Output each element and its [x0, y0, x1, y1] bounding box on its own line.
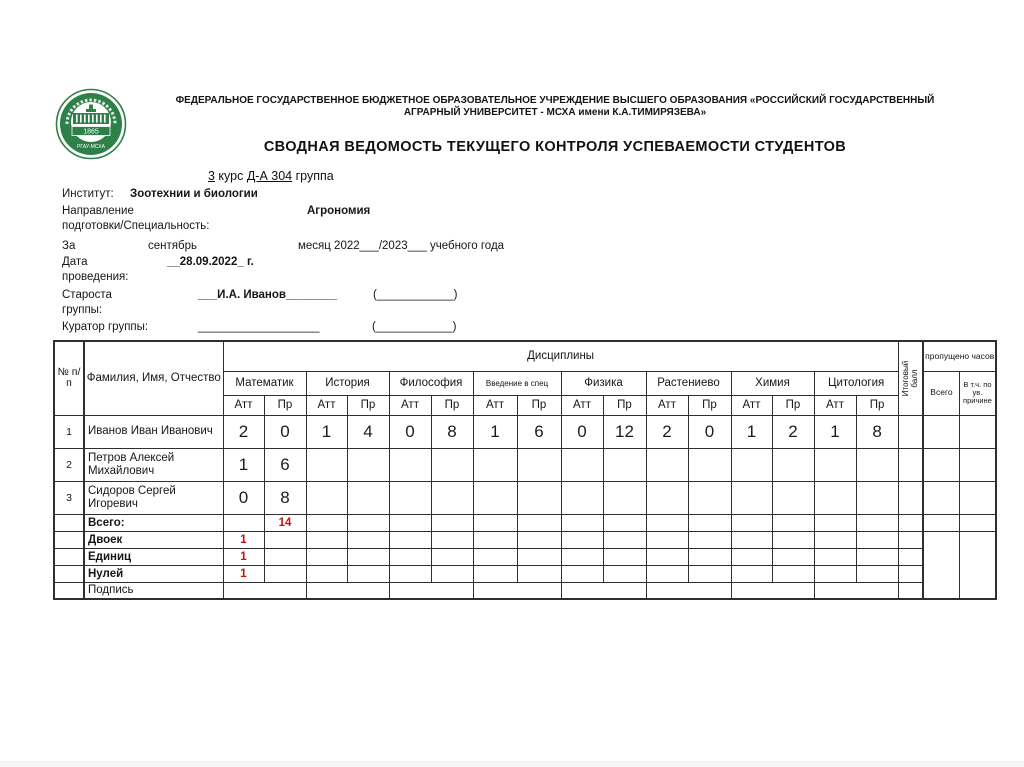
group-code: Д-А 304: [246, 169, 293, 183]
grade-cell: [688, 448, 731, 481]
summary-cell: [389, 531, 431, 548]
summary-cell: [431, 565, 473, 582]
grade-cell: 1: [814, 415, 856, 448]
header-att: Атт: [306, 395, 347, 415]
grade-cell: [856, 448, 898, 481]
signature-cell: [473, 582, 561, 599]
grade-cell: [306, 481, 347, 514]
summary-cell: [814, 531, 856, 548]
student-number: 2: [54, 448, 84, 481]
starosta-value: ___И.А. Иванов________: [198, 289, 338, 301]
summary-cell: [561, 565, 603, 582]
grade-cell: 6: [264, 448, 306, 481]
summary-cell: [688, 514, 731, 531]
starosta-label-line1: Староста: [62, 289, 112, 301]
signature-cell: [814, 582, 898, 599]
header-missed-excused: В т.ч. по ув. причине: [959, 371, 996, 415]
group-word: группа: [292, 169, 334, 183]
grade-cell: [731, 481, 772, 514]
header-discipline-chemistry: Химия: [731, 371, 814, 395]
summary-cell: [688, 531, 731, 548]
grade-cell: 8: [431, 415, 473, 448]
header-total-score-text: Итоговый балл: [900, 360, 919, 396]
grade-cell: [517, 448, 561, 481]
summary-cell: [856, 514, 898, 531]
student-row: [54, 415, 996, 448]
grade-cell: 0: [688, 415, 731, 448]
grade-cell: [772, 448, 814, 481]
summary-cell: [772, 565, 814, 582]
curator-signature-blank: (____________): [372, 321, 457, 333]
empty-num-cell: [54, 582, 84, 599]
summary-cell: [347, 548, 389, 565]
total-score-cell: [898, 415, 923, 448]
summary-cell: [603, 531, 646, 548]
direction-label-line1: Направление: [62, 205, 134, 217]
header-name: Фамилия, Имя, Отчество: [84, 341, 223, 415]
missed-total-cell: [923, 415, 959, 448]
summary-cell: [473, 531, 517, 548]
page-title: СВОДНАЯ ВЕДОМОСТЬ ТЕКУЩЕГО КОНТРОЛЯ УСПЕВАЕМОСТИ СТУДЕНТОВ: [263, 139, 847, 155]
summary-cell: [731, 565, 772, 582]
summary-cell: [389, 514, 431, 531]
summary-cell: [473, 514, 517, 531]
signature-cell: [561, 582, 646, 599]
total-score-cell: [898, 481, 923, 514]
summary-cell: [561, 531, 603, 548]
summary-cell: [223, 514, 264, 531]
summary-ones-label: Единиц: [84, 548, 223, 565]
summary-cell: [347, 565, 389, 582]
student-name: Иванов Иван Иванович: [84, 415, 223, 448]
grade-cell: [772, 481, 814, 514]
summary-cell: [814, 514, 856, 531]
grade-cell: [646, 448, 688, 481]
header-discipline-philosophy: Философия: [389, 371, 473, 395]
signature-cell: [731, 582, 814, 599]
total-score-cell: [898, 448, 923, 481]
header-pr: Пр: [772, 395, 814, 415]
direction-value: Агрономия: [307, 205, 371, 217]
grade-cell: [473, 481, 517, 514]
total-score-cell: [898, 514, 923, 531]
institute-label: Институт:: [62, 188, 114, 200]
grade-cell: [814, 448, 856, 481]
summary-total-label: Всего:: [84, 514, 223, 531]
summary-cell: [731, 514, 772, 531]
signature-cell: [306, 582, 389, 599]
header-discipline-physics: Физика: [561, 371, 646, 395]
grade-cell: [814, 481, 856, 514]
starosta-signature-blank: (____________): [373, 289, 458, 301]
za-label: За: [62, 240, 76, 252]
summary-cell: [646, 548, 688, 565]
missed-total-cell: [923, 514, 959, 531]
grade-cell: 2: [772, 415, 814, 448]
grade-cell: [473, 448, 517, 481]
missed-excused-cell: [959, 448, 996, 481]
date-label-line2: проведения:: [62, 271, 129, 283]
header-disciplines-group: Дисциплины: [223, 341, 898, 371]
grade-cell: [347, 448, 389, 481]
student-number: 3: [54, 481, 84, 514]
summary-cell: [431, 548, 473, 565]
grade-cell: [347, 481, 389, 514]
missed-excused-cell: [959, 514, 996, 531]
grade-cell: [603, 481, 646, 514]
header-pr: Пр: [856, 395, 898, 415]
summary-cell: [431, 531, 473, 548]
signature-cell: [223, 582, 306, 599]
summary-cell: [306, 514, 347, 531]
grade-cell: [603, 448, 646, 481]
summary-cell: [603, 514, 646, 531]
summary-cell: [561, 514, 603, 531]
summary-cell: [688, 548, 731, 565]
grade-cell: 0: [389, 415, 431, 448]
header-pr: Пр: [431, 395, 473, 415]
signature-row: [54, 582, 996, 599]
header-num: № п/п: [54, 341, 84, 415]
grade-cell: [517, 481, 561, 514]
total-score-cell: [898, 565, 923, 582]
summary-cell: [646, 514, 688, 531]
summary-cell: [814, 565, 856, 582]
summary-cell: [856, 531, 898, 548]
summary-twos-label: Двоек: [84, 531, 223, 548]
summary-cell: [814, 548, 856, 565]
grade-cell: 4: [347, 415, 389, 448]
summary-cell: [517, 514, 561, 531]
grade-cell: 1: [473, 415, 517, 448]
header-att: Атт: [473, 395, 517, 415]
grade-cell: [731, 448, 772, 481]
header-discipline-math: Математик: [223, 371, 306, 395]
summary-cell: [688, 565, 731, 582]
grade-cell: [561, 481, 603, 514]
total-score-cell: [898, 548, 923, 565]
missed-total-cell: [923, 481, 959, 514]
summary-cell: [772, 514, 814, 531]
signature-cell: [646, 582, 731, 599]
summary-cell: [646, 531, 688, 548]
missed-total-cell: [923, 448, 959, 481]
grades-table: [53, 340, 997, 600]
institute-value: Зоотехнии и биологии: [130, 188, 258, 200]
summary-cell: [264, 548, 306, 565]
date-label-line1: Дата: [62, 256, 88, 268]
empty-num-cell: [54, 565, 84, 582]
summary-cell: [306, 548, 347, 565]
student-row: [54, 448, 996, 481]
missed-total-merged-cell: [923, 531, 959, 599]
header-total-score: [898, 341, 923, 415]
summary-ones-att-math: 1: [223, 548, 264, 565]
header-pr: Пр: [688, 395, 731, 415]
org-line-2: АГРАРНЫЙ УНИВЕРСИТЕТ - МСХА имени К.А.ТИМИРЯЗЕВА»: [403, 106, 707, 118]
grade-cell: [431, 481, 473, 514]
header-pr: Пр: [264, 395, 306, 415]
grade-cell: 1: [223, 448, 264, 481]
grade-cell: 1: [306, 415, 347, 448]
summary-row-ones: [54, 548, 996, 565]
summary-cell: [264, 531, 306, 548]
header-att: Атт: [561, 395, 603, 415]
grade-cell: 12: [603, 415, 646, 448]
grade-cell: [688, 481, 731, 514]
curator-value-blank: ___________________: [198, 321, 320, 333]
header-att: Атт: [646, 395, 688, 415]
signature-label: Подпись: [84, 582, 223, 599]
summary-cell: [517, 548, 561, 565]
grade-cell: [389, 448, 431, 481]
grade-cell: [431, 448, 473, 481]
summary-cell: [856, 565, 898, 582]
starosta-label-line2: группы:: [62, 304, 103, 316]
summary-total-pr-math: 14: [264, 514, 306, 531]
grade-cell: [389, 481, 431, 514]
summary-cell: [646, 565, 688, 582]
summary-row-zeros: [54, 565, 996, 582]
summary-cell: [347, 514, 389, 531]
header-att: Атт: [223, 395, 264, 415]
summary-cell: [306, 531, 347, 548]
grade-cell: 8: [856, 415, 898, 448]
summary-cell: [473, 565, 517, 582]
summary-row-total: [54, 514, 996, 531]
grade-cell: 6: [517, 415, 561, 448]
header-discipline-intro: Введение в спец: [473, 371, 561, 395]
curator-label: Куратор группы:: [62, 321, 149, 333]
logo-year-text: 1865: [83, 128, 99, 136]
grade-cell: [306, 448, 347, 481]
summary-cell: [561, 548, 603, 565]
summary-zeros-label: Нулей: [84, 565, 223, 582]
summary-cell: [517, 531, 561, 548]
course-group-line: [208, 169, 334, 183]
summary-cell: [731, 548, 772, 565]
summary-cell: [772, 548, 814, 565]
missed-excused-cell: [959, 481, 996, 514]
header-pr: Пр: [603, 395, 646, 415]
summary-cell: [517, 565, 561, 582]
grade-cell: [561, 448, 603, 481]
summary-cell: [347, 531, 389, 548]
summary-cell: [389, 565, 431, 582]
organization-name: [110, 95, 1000, 118]
header-discipline-cytology: Цитология: [814, 371, 898, 395]
summary-zeros-att-math: 1: [223, 565, 264, 582]
empty-num-cell: [54, 548, 84, 565]
grade-cell: 0: [561, 415, 603, 448]
empty-num-cell: [54, 514, 84, 531]
header-att: Атт: [731, 395, 772, 415]
summary-cell: [772, 531, 814, 548]
summary-cell: [603, 565, 646, 582]
header-att: Атт: [814, 395, 856, 415]
grade-cell: 2: [223, 415, 264, 448]
missed-excused-merged-cell: [959, 531, 996, 599]
grade-cell: 8: [264, 481, 306, 514]
summary-cell: [389, 548, 431, 565]
header-pr: Пр: [517, 395, 561, 415]
summary-cell: [603, 548, 646, 565]
grade-cell: 1: [731, 415, 772, 448]
summary-cell: [431, 514, 473, 531]
student-name: Петров Алексей Михайлович: [84, 448, 223, 481]
header-discipline-history: История: [306, 371, 389, 395]
summary-cell: [473, 548, 517, 565]
grade-cell: 0: [264, 415, 306, 448]
summary-cell: [856, 548, 898, 565]
header-att: Атт: [389, 395, 431, 415]
page-bottom-edge: [0, 761, 1024, 767]
header-discipline-plant: Растениево: [646, 371, 731, 395]
student-number: 1: [54, 415, 84, 448]
summary-row-twos: [54, 531, 996, 548]
date-value: __28.09.2022_ г.: [167, 256, 254, 268]
grade-cell: [646, 481, 688, 514]
summary-cell: [306, 565, 347, 582]
header-pr: Пр: [347, 395, 389, 415]
grades-table-container: [53, 340, 997, 600]
summary-twos-att-math: 1: [223, 531, 264, 548]
student-name: Сидоров Сергей Игоревич: [84, 481, 223, 514]
summary-cell: [731, 531, 772, 548]
student-row: [54, 481, 996, 514]
header-missed-group: пропущено часов: [923, 341, 996, 371]
missed-excused-cell: [959, 415, 996, 448]
course-number: 3: [208, 169, 215, 183]
grade-cell: [856, 481, 898, 514]
org-line-1: ФЕДЕРАЛЬНОЕ ГОСУДАРСТВЕННОЕ БЮДЖЕТНОЕ ОБРАЗОВАТЕЛЬНОЕ УЧРЕЖДЕНИЕ ВЫСШЕГО ОБРАЗОВАНИЯ «РОССИЙСКИЙ ГОСУДАРСТВЕННЫЙ: [175, 95, 935, 106]
direction-label-line2: подготовки/Специальность:: [62, 220, 210, 232]
summary-cell: [264, 565, 306, 582]
empty-num-cell: [54, 531, 84, 548]
month-value: сентябрь: [148, 240, 197, 252]
grade-cell: 2: [646, 415, 688, 448]
total-score-cell: [898, 582, 923, 599]
academic-year-text: месяц 2022___/2023___ учебного года: [298, 240, 505, 252]
signature-cell: [389, 582, 473, 599]
course-word: курс: [214, 169, 247, 183]
grade-cell: 0: [223, 481, 264, 514]
total-score-cell: [898, 531, 923, 548]
logo-abbr-text: РГАУ-МСХА: [77, 144, 105, 150]
header-missed-total: Всего: [923, 371, 959, 415]
